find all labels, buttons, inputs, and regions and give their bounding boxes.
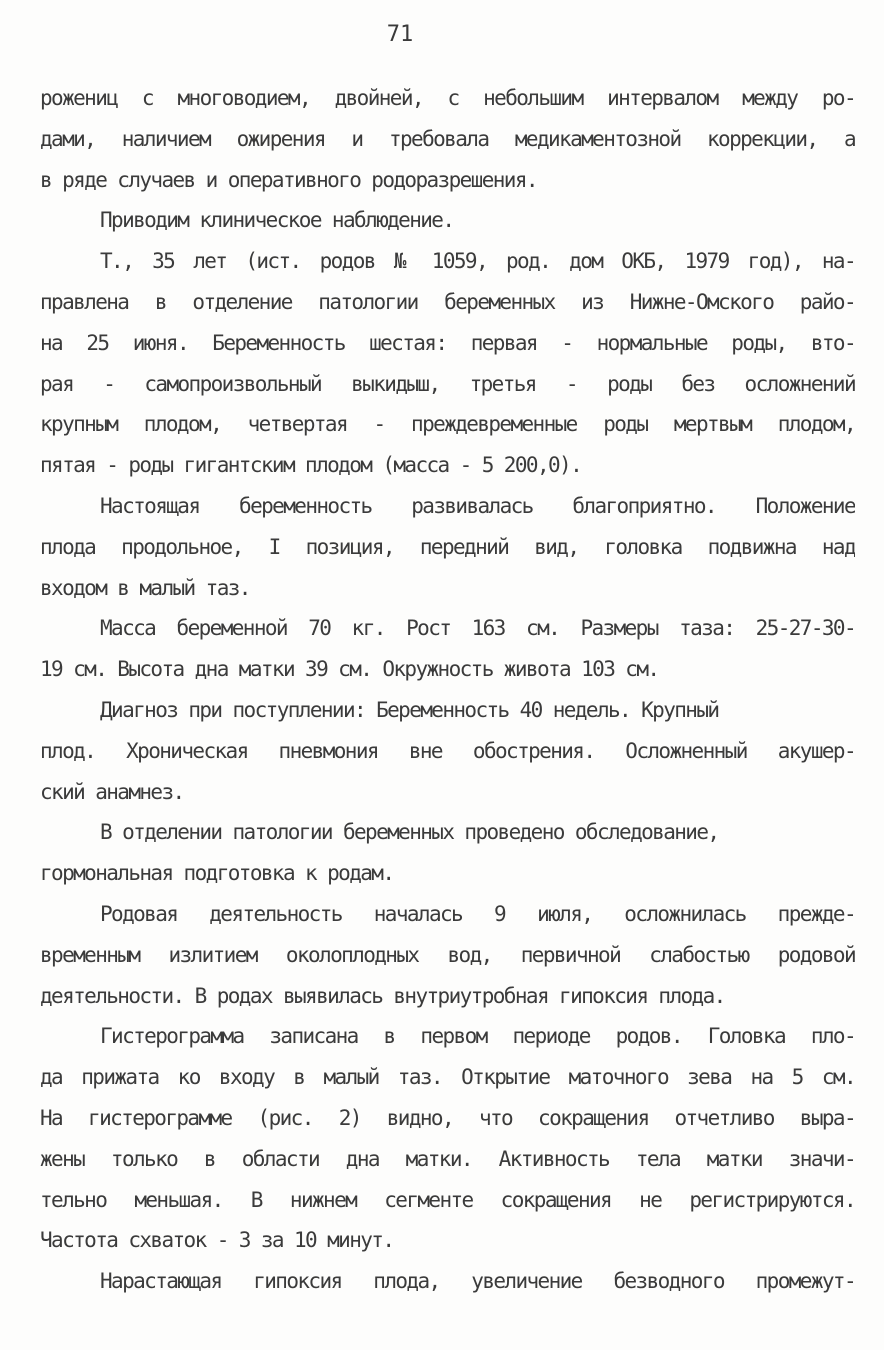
text-line: да прижата ко входу в малый таз. Открытие маточного зева на 5 см. xyxy=(40,1065,855,1090)
text-line: дами, наличием ожирения и требовала медикаментозной коррекции, а xyxy=(40,126,855,151)
text-line: пятая - роды гигантским плодом (масса - 5 200,0). xyxy=(40,453,582,478)
text-line: тельно меньшая. В нижнем сегменте сокращения не регистрируются. xyxy=(40,1187,855,1212)
text-line: ский анамнез. xyxy=(40,779,184,804)
text-line: гормональная подготовка к родам. xyxy=(40,861,394,886)
text-line: деятельности. В родах выявилась внутриутробная гипоксия плода. xyxy=(40,983,725,1008)
text-line: Т., 35 лет (ист. родов № 1059, род. дом ОКБ, 1979 год), на- xyxy=(100,249,855,274)
text-line: На гистерограмме (рис. 2) видно, что сокращения отчетливо выра- xyxy=(40,1105,855,1130)
page-number: 71 xyxy=(386,22,414,47)
text-line: плода продольное, I позиция, передний вид, головка подвижна над xyxy=(40,534,855,559)
body-text xyxy=(40,78,855,1302)
text-line: в ряде случаев и оперативного родоразрешения. xyxy=(40,167,537,192)
text-line: Частота схваток - 3 за 10 минут. xyxy=(40,1228,394,1253)
text-line: рая - самопроизвольный выкидыш, третья - роды без осложнений xyxy=(40,371,855,396)
text-line: Настоящая беременность развивалась благоприятно. Положение xyxy=(100,493,855,518)
text-line: Диагноз при поступлении: Беременность 40 недель. Крупный xyxy=(100,697,719,722)
text-line: Родовая деятельность началась 9 июля, осложнилась прежде- xyxy=(100,901,855,926)
text-line: входом в малый таз. xyxy=(40,575,250,600)
text-line: Гистерограмма записана в первом периоде родов. Головка пло- xyxy=(100,1024,855,1049)
text-line: В отделении патологии беременных проведено обследование, xyxy=(100,820,719,845)
text-line: Масса беременной 70 кг. Рост 163 см. Размеры таза: 25-27-30- xyxy=(100,616,855,641)
text-line: правлена в отделение патологии беременных из Нижне-Омского райо- xyxy=(40,289,855,314)
text-line: жены только в области дна матки. Активность тела матки значи- xyxy=(40,1146,855,1171)
text-line: 19 см. Высота дна матки 39 см. Окружность живота 103 см. xyxy=(40,657,659,682)
text-line: крупным плодом, четвертая - преждевременные роды мертвым плодом, xyxy=(40,412,855,437)
text-line: Нарастающая гипоксия плода, увеличение безводного промежут- xyxy=(100,1269,855,1294)
text-line: временным излитием околоплодных вод, первичной слабостью родовой xyxy=(40,942,855,967)
text-line: Приводим клиническое наблюдение. xyxy=(100,208,454,233)
text-line: рожениц с многоводием, двойней, с небольшим интервалом между ро- xyxy=(40,86,855,110)
text-line: плод. Хроническая пневмония вне обострения. Осложненный акушер- xyxy=(40,738,855,763)
text-line: на 25 июня. Беременность шестая: первая - нормальные роды, вто- xyxy=(40,330,855,355)
